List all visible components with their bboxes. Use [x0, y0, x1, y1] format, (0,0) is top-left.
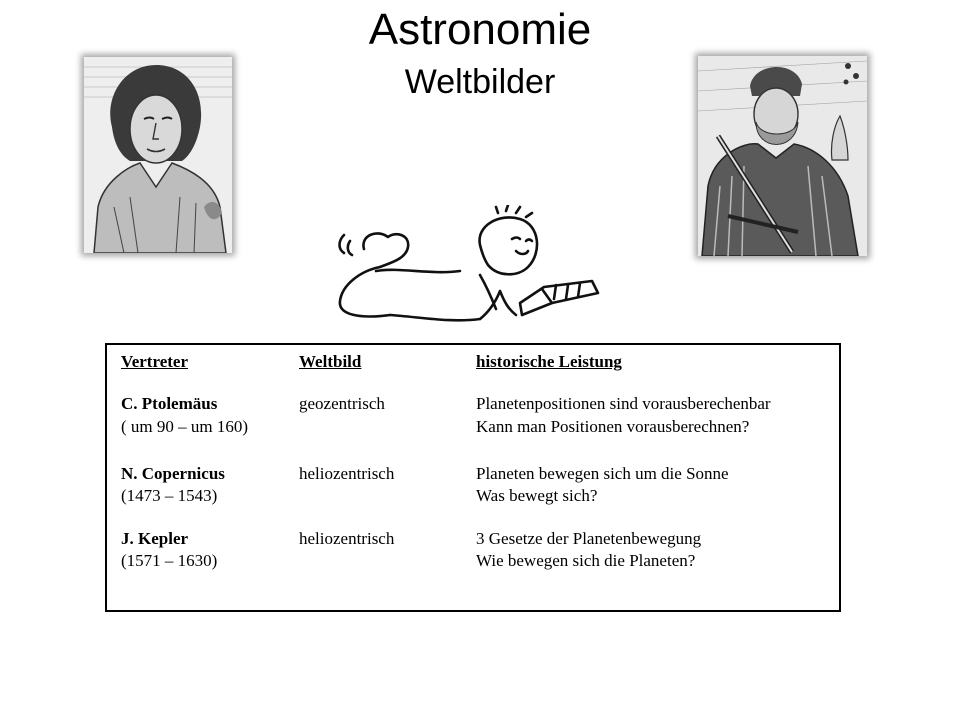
slide-subtitle: Weltbilder [404, 63, 556, 101]
row-copernicus-question: Was bewegt sich? [476, 486, 598, 505]
row-ptolemaeus-dates: ( um 90 – um 160) [121, 417, 249, 436]
reading-cartoon [330, 205, 605, 335]
row-ptolemaeus-name: C. Ptolemäus [121, 394, 218, 413]
row-kepler-worldview: heliozentrisch [299, 529, 395, 548]
row-kepler-dates: (1571 – 1630) [121, 551, 218, 570]
header-weltbild: Weltbild [299, 352, 362, 371]
row-kepler-name: J. Kepler [121, 529, 189, 548]
row-kepler-achievement: 3 Gesetze der Planetenbewegung [476, 529, 702, 548]
slide-title: Astronomie [368, 5, 592, 54]
row-copernicus-worldview: heliozentrisch [299, 464, 395, 483]
row-ptolemaeus-worldview: geozentrisch [299, 394, 385, 413]
row-ptolemaeus-achievement: Planetenpositionen sind vorausberechenbar [476, 394, 771, 413]
ptolemy-portrait [698, 56, 867, 256]
row-ptolemaeus-question: Kann man Positionen vorausberechnen? [476, 417, 750, 436]
header-vertreter: Vertreter [121, 352, 189, 371]
row-kepler-question: Wie bewegen sich die Planeten? [476, 551, 696, 570]
header-historische-leistung: historische Leistung [476, 352, 622, 371]
worldview-table [105, 343, 841, 612]
row-copernicus-achievement: Planeten bewegen sich um die Sonne [476, 464, 729, 483]
row-copernicus-dates: (1473 – 1543) [121, 486, 218, 505]
row-copernicus-name: N. Copernicus [121, 464, 225, 483]
copernicus-portrait [84, 57, 232, 253]
